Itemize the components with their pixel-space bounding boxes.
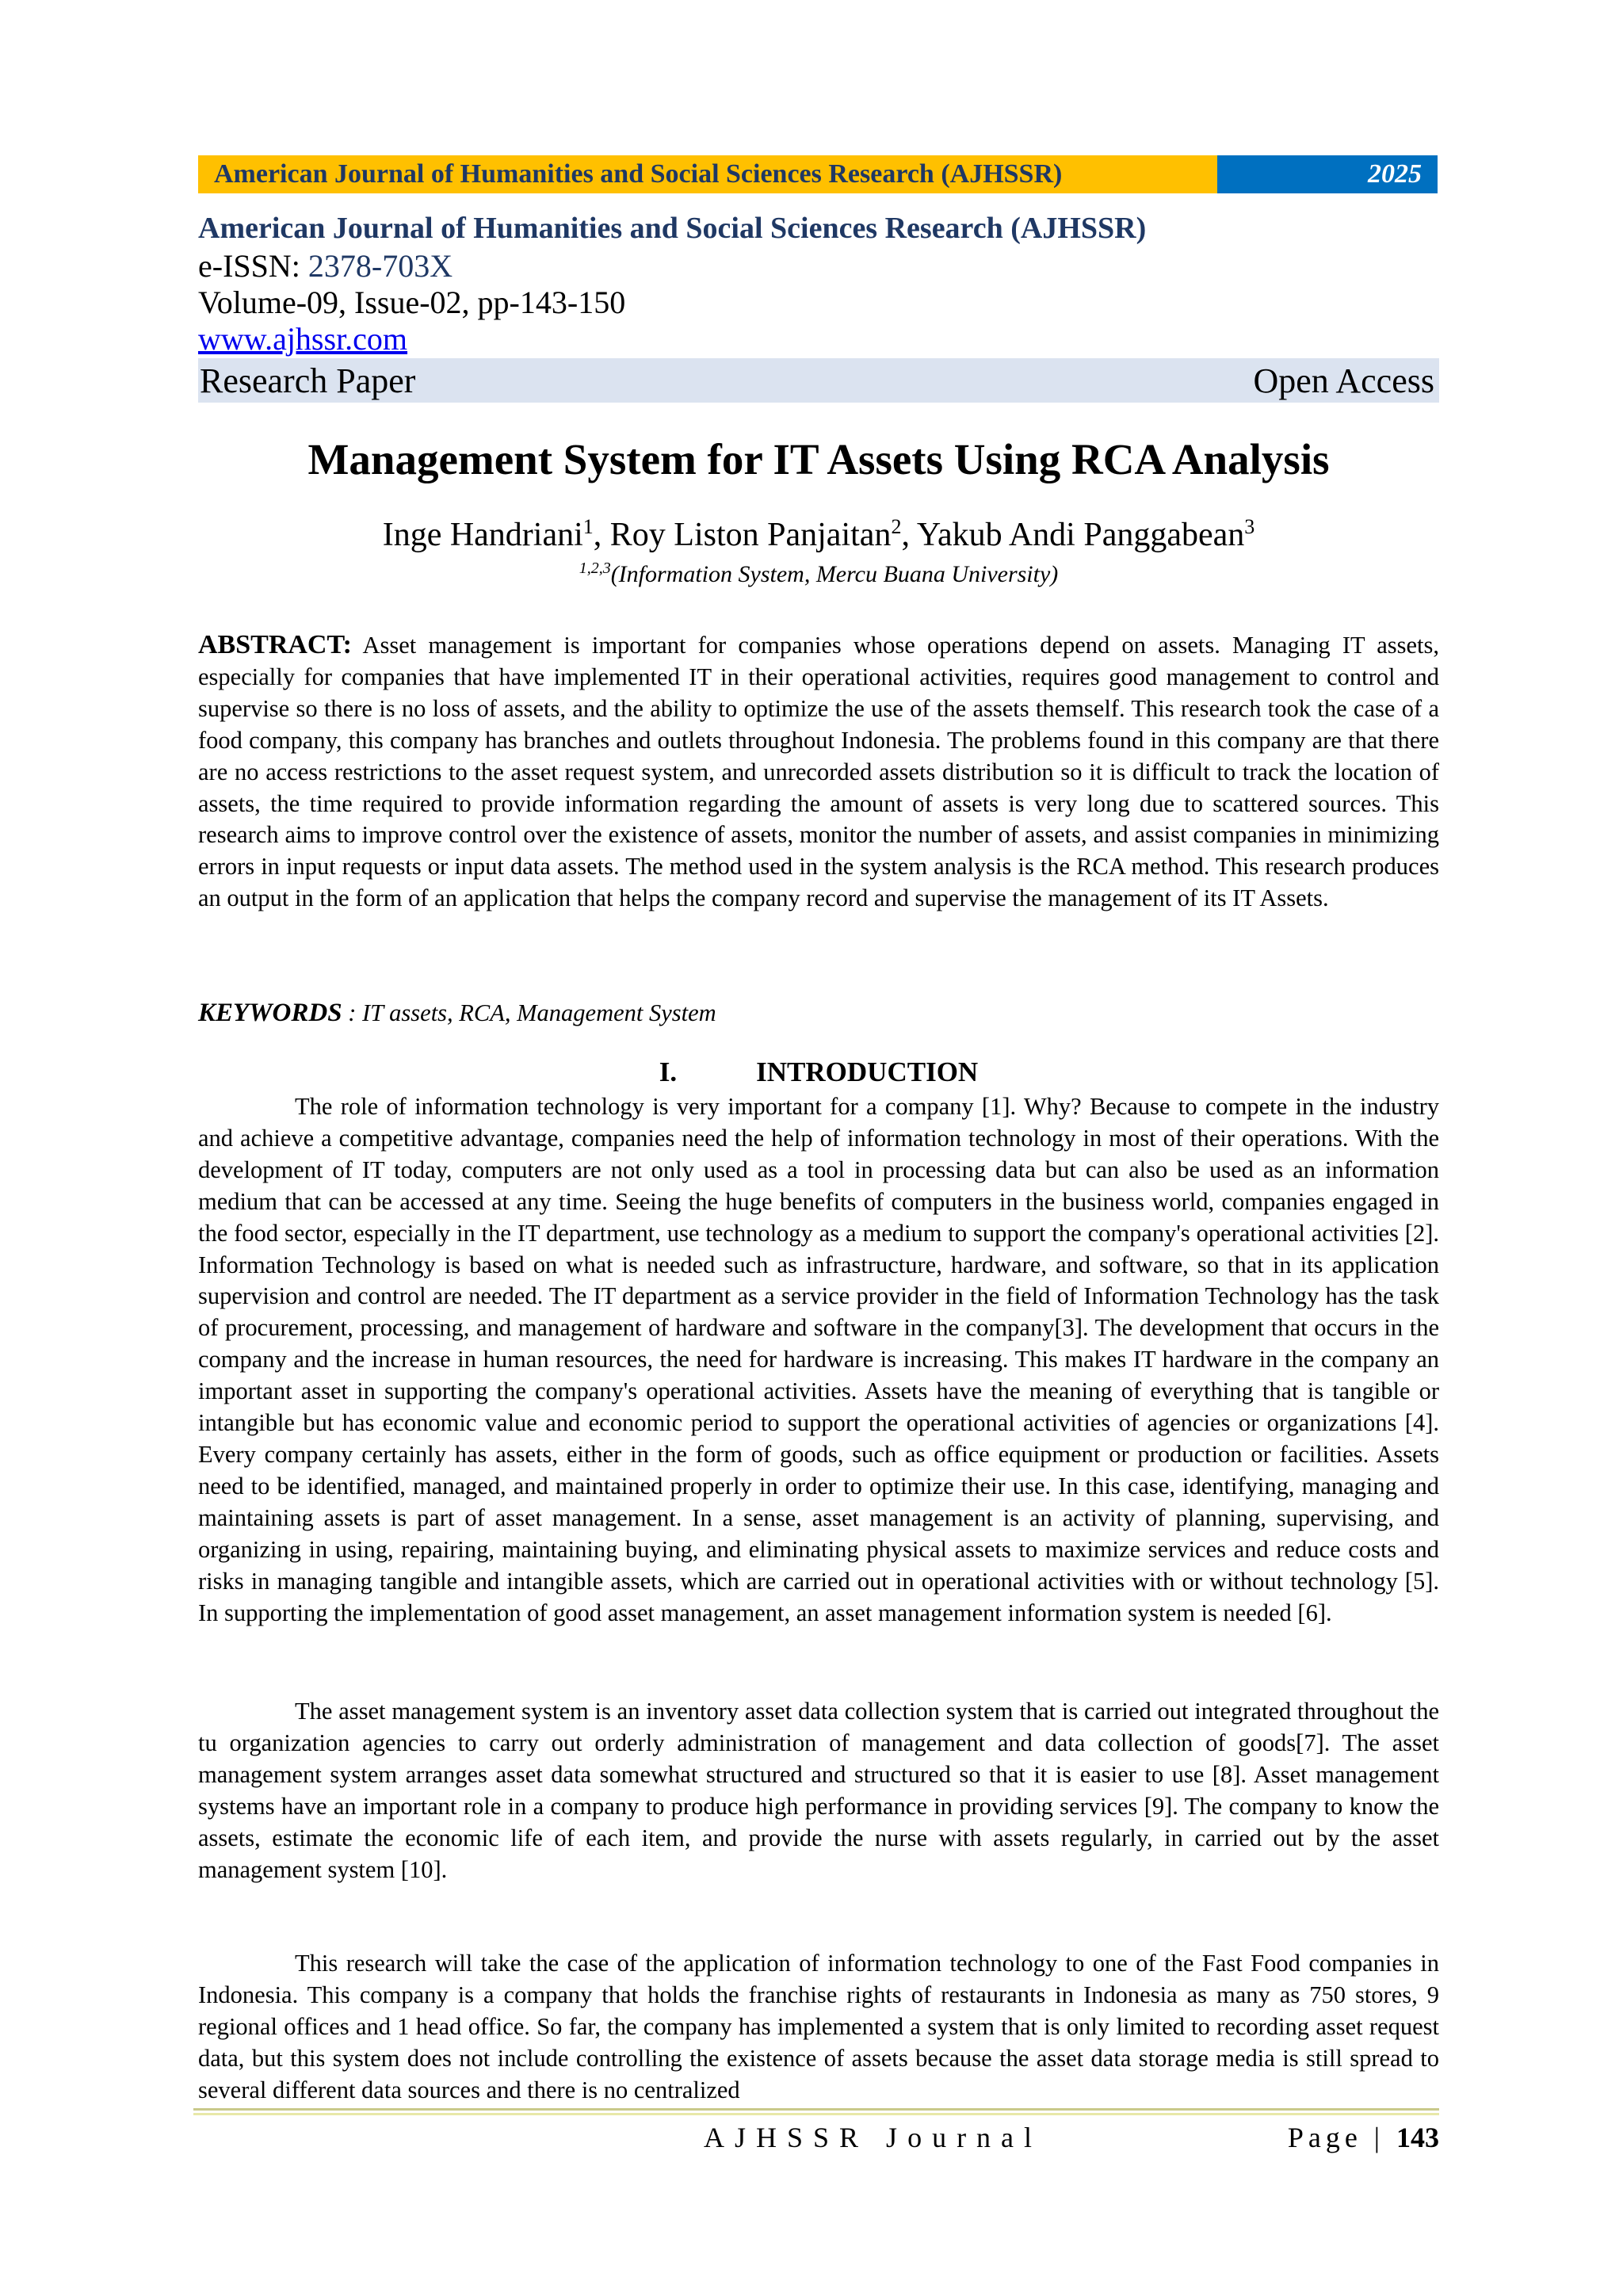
author-name: Roy Liston Panjaitan (609, 517, 892, 553)
keywords-text: : IT assets, RCA, Management System (342, 999, 716, 1026)
banner-year: 2025 (1217, 155, 1438, 193)
section-title: INTRODUCTION (756, 1056, 979, 1087)
issn-label: e-ISSN: (198, 248, 308, 284)
section-number: I. (659, 1056, 678, 1087)
body-paragraph: This research will take the case of the application of information technology to one of the Fast Food companies in Indonesia. This company is a company that holds the franchise rights of restaurants in Indonesia as many as 750 stores, 9 regional offices and 1 head office. So far, the company has implemented a system that is only limited to recording asset request data, but this system does not include controlling the existence of assets because the asset data storage media is still spread to several different data sources and there is no centralized (198, 1950, 1439, 2103)
journal-banner (198, 155, 1438, 193)
abstract-label: ABSTRACT: (198, 630, 352, 659)
footer-rule (193, 2108, 1439, 2111)
abstract-text: Asset management is important for companies whose operations depend on assets. Managing IT assets, especially for companies that have implemented IT in their operational activities, requires good management to control and supervise so there is no loss of assets, and the ability to optimize the use of the assets themself. This research took the case of a food company, this company has branches and outlets throughout Indonesia. The problems found in this company are that there are no access restrictions to the asset request system, and unrecorded assets distribution so it is difficult to track the location of assets, the time required to provide information regarding the amount of assets is very long due to scattered sources. This research aims to improve control over the existence of assets, monitor the number of assets, and assist companies in minimizing errors in input requests or input data assets. The method used in the system analysis is the RCA method. This research produces an output in the form of an application that helps the company record and supervise the management of its IT Assets. (198, 632, 1440, 912)
author-name: Yakub Andi Panggabean (916, 517, 1245, 553)
page-label: Page | (1287, 2122, 1396, 2153)
page-number: 143 (1396, 2122, 1439, 2153)
issn-number: 2378-703X (307, 248, 453, 284)
website-link[interactable]: www.ajhssr.com (198, 321, 408, 357)
body-paragraph: The role of information technology is very important for a company [1]. Why? Because to compete in the industry and achieve a competitive advantage, companies need the help of information technology in most of their operations. With the development of IT today, computers are not only used as a tool in processing data but can also be used as an information medium that can be accessed at any time. Seeing the huge benefits of computers in the business world, companies engaged in the food sector, especially in the IT department, use technology as a medium to support the company's operational activities [2]. Information Technology is based on what is needed such as infrastructure, hardware, and software, so that in its application supervision and control are needed. The IT department as a service provider in the field of Information Technology has the task of procurement, processing, and management of hardware and software in the company[3]. The development that occurs in the company and the increase in human resources, the need for hardware is increasing. This makes IT hardware in the company an important asset in supporting the company's operational activities. Assets have the meaning of everything that is tangible or intangible but has economic value and economic period to support the operational activities of agencies or organizations [4]. Every company certainly has assets, either in the form of goods, such as office equipment or production or facilities. Assets need to be identified, managed, and maintained properly in order to optimize their use. In this case, identifying, managing and maintaining assets is part of asset management. In a sense, asset management is an activity of planning, supervising, and organizing in using, repairing, maintaining buying, and eliminating physical assets to maximize services and reduce costs and risks in managing tangible and intangible assets, which are carried out in operational activities with or without technology [5]. In supporting the implementation of good asset management, an asset management information system is needed [6]. (198, 1093, 1439, 1626)
footer-journal-name: AJHSSR Journal (704, 2122, 1043, 2153)
paper-type: Research Paper (200, 361, 416, 400)
author-sup: 3 (1244, 515, 1255, 538)
keywords (198, 999, 716, 1028)
author-sup: 2 (891, 515, 902, 538)
section-heading-introduction (198, 1056, 1439, 1088)
author-separator: , (593, 517, 610, 553)
author-name: Inge Handriani (382, 517, 583, 553)
paper-type-bar (198, 358, 1439, 403)
issn (198, 247, 453, 285)
banner-journal-name: American Journal of Humanities and Social Sciences Research (AJHSSR) (198, 155, 1217, 193)
affiliation (198, 560, 1439, 588)
affiliation-text: (Information System, Mercu Buana University) (610, 561, 1059, 587)
affiliation-sup: 1,2,3 (579, 560, 611, 577)
paper-title: Management System for IT Assets Using RCA Analysis (307, 435, 1330, 483)
volume-issue: Volume-09, Issue-02, pp-143-150 (198, 285, 626, 320)
footer-rule (193, 2113, 1439, 2115)
abstract (198, 629, 1439, 915)
body-paragraph: The asset management system is an inventory asset data collection system that is carried out integrated throughout the tu organization agencies to carry out orderly administration of management and data collection of goods[7]. The asset management system arranges asset data somewhat structured and structured so that it is easier to use [8]. Asset management systems have an important role in a company to produce high performance in providing services [9]. The company to know the assets, estimate the economic life of each item, and provide the nurse with assets regularly, in carried out by the asset management system [10]. (198, 1698, 1439, 1883)
author-list (198, 515, 1439, 554)
access-type: Open Access (1253, 361, 1434, 400)
keywords-label: KEYWORDS (198, 999, 342, 1027)
author-separator: , (901, 517, 917, 553)
masthead-journal-name: American Journal of Humanities and Social Sciences Research (AJHSSR) (198, 212, 1147, 245)
author-sup: 1 (582, 515, 594, 538)
footer-page-number (1288, 2121, 1439, 2154)
